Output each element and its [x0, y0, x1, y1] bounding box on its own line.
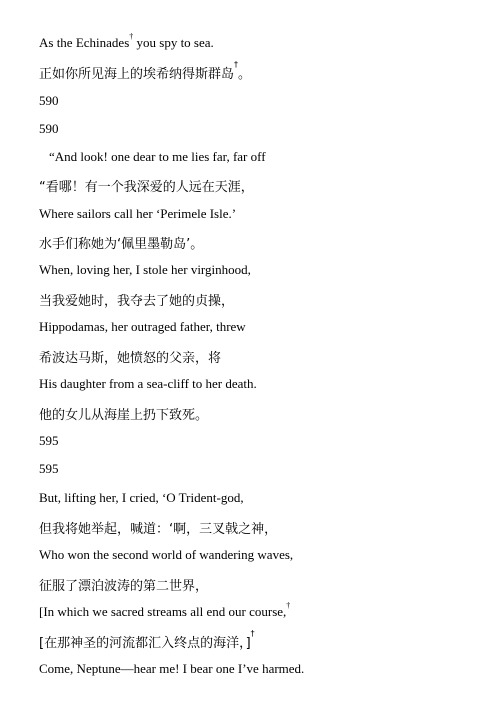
poem-line-zh: 正如你所见海上的埃希纳得斯群岛†。: [39, 60, 252, 82]
poem-line-en: As the Echinades† you spy to sea.: [39, 32, 214, 50]
line-number: 595: [39, 433, 59, 448]
poem-line-en: Come, Neptune—hear me! I bear one I’ve harmed.: [39, 661, 305, 676]
line-number: 590: [39, 121, 59, 136]
poem-line-zh: “看哪！有一个我深爱的人远在天涯，: [39, 180, 254, 195]
poem-line-en: But, lifting her, I cried, ‘O Trident-god,: [39, 490, 244, 505]
line-number: 595: [39, 461, 59, 476]
poem-line-en: Hippodamas, her outraged father, threw: [39, 319, 246, 334]
poem-line-zh: 当我爱她时，我夺去了她的贞操，: [39, 294, 235, 309]
poem-line-en: His daughter from a sea-cliff to her death.: [39, 376, 257, 391]
footnote-marker[interactable]: †: [234, 60, 239, 69]
poem-line-zh: 水手们称她为‘佩里墨勒岛’。: [39, 237, 204, 252]
footnote-marker[interactable]: †: [250, 629, 255, 638]
footnote-marker[interactable]: †: [129, 32, 134, 41]
poem-line-en: “And look! one dear to me lies far, far off: [49, 149, 266, 164]
footnote-marker[interactable]: †: [286, 601, 291, 610]
poem-line-en: Who won the second world of wandering waves,: [39, 547, 294, 562]
poem-line-zh: 但我将她举起，喊道：‘啊，三叉戟之神，: [39, 522, 278, 537]
poem-line-zh: 希波达马斯，她愤怒的父亲，将: [39, 351, 222, 366]
poem-line-zh: 征服了漂泊波涛的第二世界，: [39, 579, 209, 594]
poem-line-en: Where sailors call her ‘Perimele Isle.’: [39, 206, 237, 221]
line-number: 590: [39, 93, 59, 108]
poem-line-en: [In which we sacred streams all end our course,†: [39, 601, 291, 619]
poem-line-zh: [在那神圣的河流都汇入终点的海洋，]†: [39, 629, 255, 651]
poem-line-en: When, loving her, I stole her virginhood,: [39, 262, 251, 277]
poem-line-zh: 他的女儿从海崖上扔下致死。: [39, 408, 209, 423]
